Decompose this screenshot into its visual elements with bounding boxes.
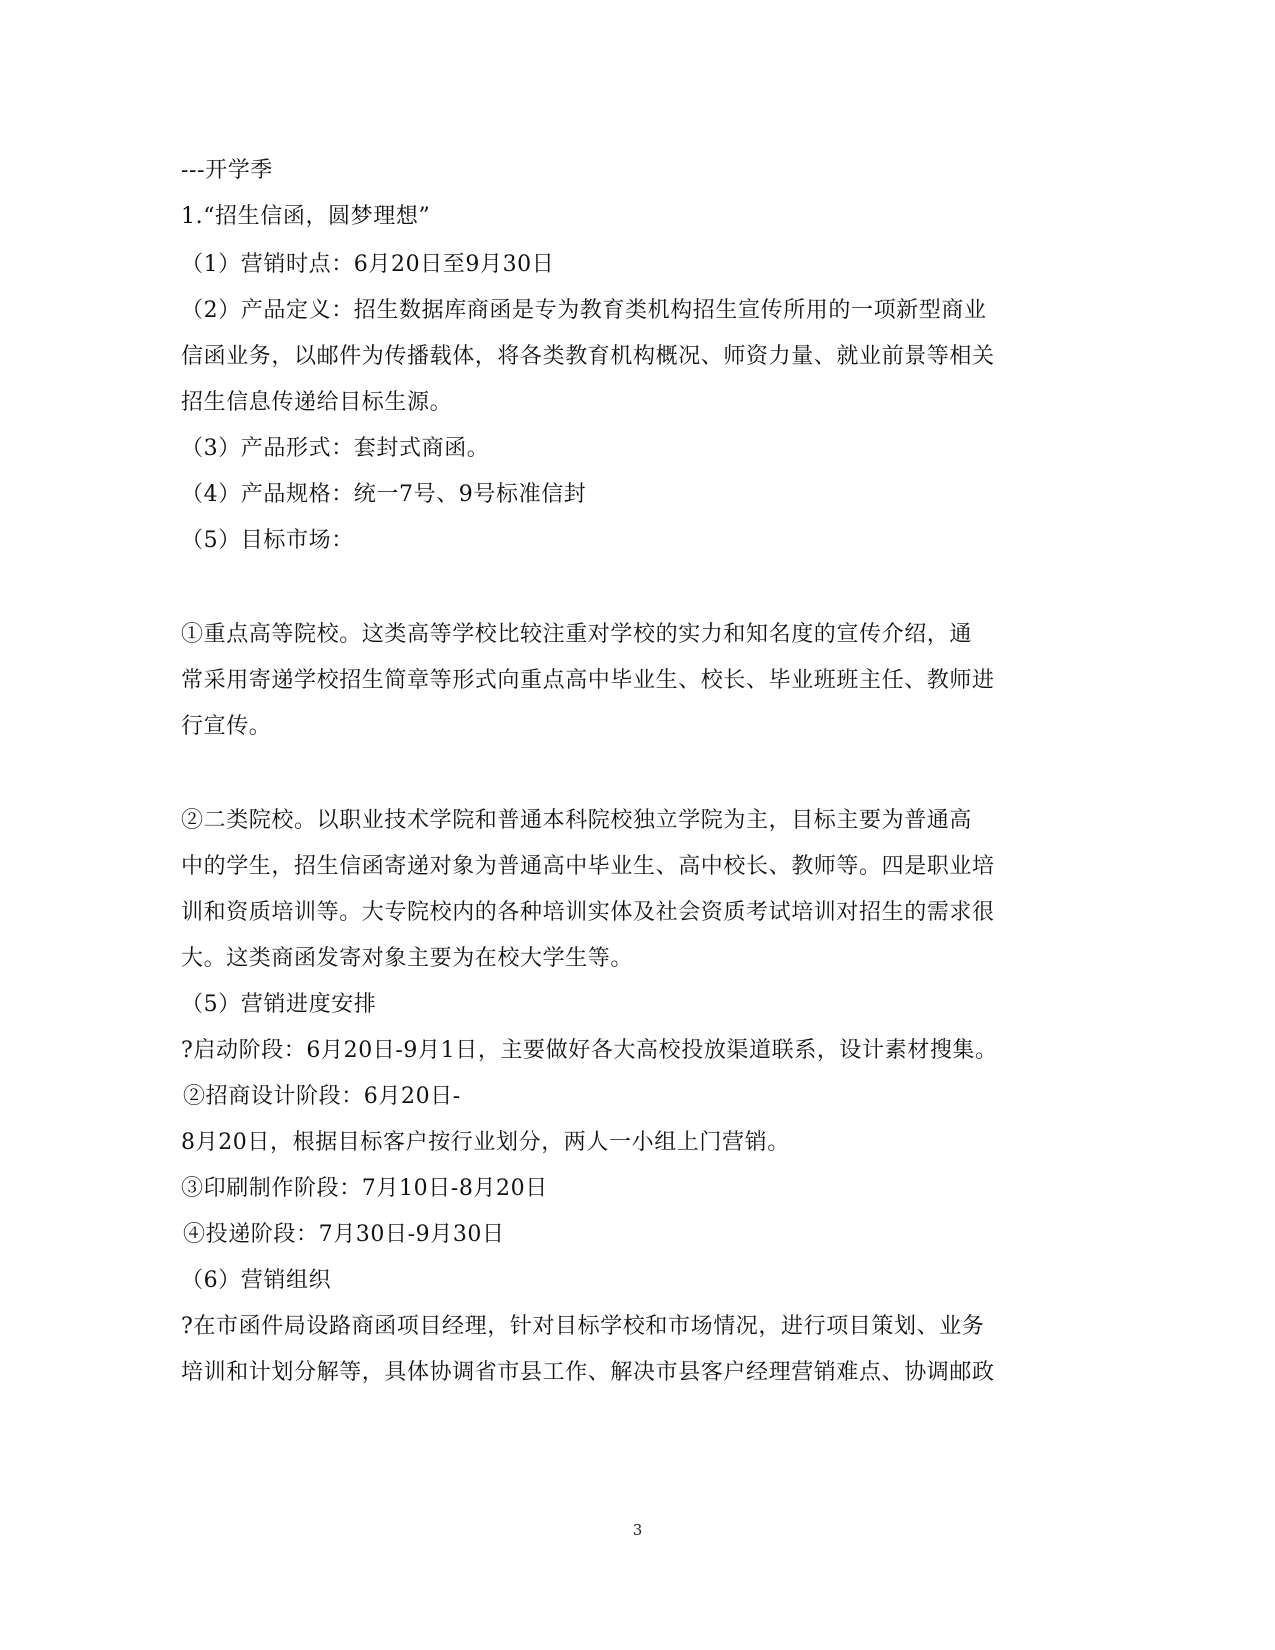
text-line: ①重点高等院校。这类高等学校比较注重对学校的实力和知名度的宣传介绍，通 [181,622,973,647]
text-line: 行宣传。 [181,714,272,739]
text-line: 信函业务，以邮件为传播载体，将各类教育机构概况、师资力量、就业前景等相关 [181,344,995,369]
page-number: 3 [632,1521,643,1539]
text-line: 大。这类商函发寄对象主要为在校大学生等。 [181,946,634,971]
text-line: ?在市函件局设路商函项目经理，针对目标学校和市场情况，进行项目策划、业务 [181,1314,985,1339]
text-line: ②招商设计阶段：6月20日- [183,1084,461,1109]
text-line: 常采用寄递学校招生简章等形式向重点高中毕业生、校长、毕业班班主任、教师进 [181,668,995,693]
text-line: 培训和计划分解等，具体协调省市县工作、解决市县客户经理营销难点、协调邮政 [181,1360,995,1385]
text-line: （5）目标市场： [181,528,354,553]
text-line: （5）营销进度安排 [181,992,377,1017]
text-line: （3）产品形式：套封式商函。 [181,436,490,461]
text-line: 训和资质培训等。大专院校内的各种培训实体及社会资质考试培训对招生的需求很 [181,900,995,925]
text-line: ?启动阶段：6月20日-9月1日，主要做好各大高校投放渠道联系，设计素材搜集。 [181,1038,998,1063]
section-heading: ---开学季 [181,158,273,183]
text-line: 8月20日，根据目标客户按行业划分，两人一小组上门营销。 [181,1130,790,1155]
text-line: （4）产品规格：统一7号、9号标准信封 [181,482,587,507]
text-line: ④投递阶段：7月30日-9月30日 [183,1222,505,1247]
text-line: 中的学生，招生信函寄递对象为普通高中毕业生、高中校长、教师等。四是职业培 [181,854,995,879]
text-line: （6）营销组织 [181,1268,332,1293]
text-line: 招生信息传递给目标生源。 [181,390,453,415]
text-line: ③印刷制作阶段：7月10日-8月20日 [181,1176,548,1201]
text-line: （2）产品定义：招生数据库商函是专为教育类机构招生宣传所用的一项新型商业 [181,298,987,323]
text-line: ②二类院校。以职业技术学院和普通本科院校独立学院为主，目标主要为普通高 [181,808,973,833]
text-line: （1）营销时点：6月20日至9月30日 [181,252,555,277]
item-title: 1.“招生信函，圆梦理想” [181,204,431,229]
